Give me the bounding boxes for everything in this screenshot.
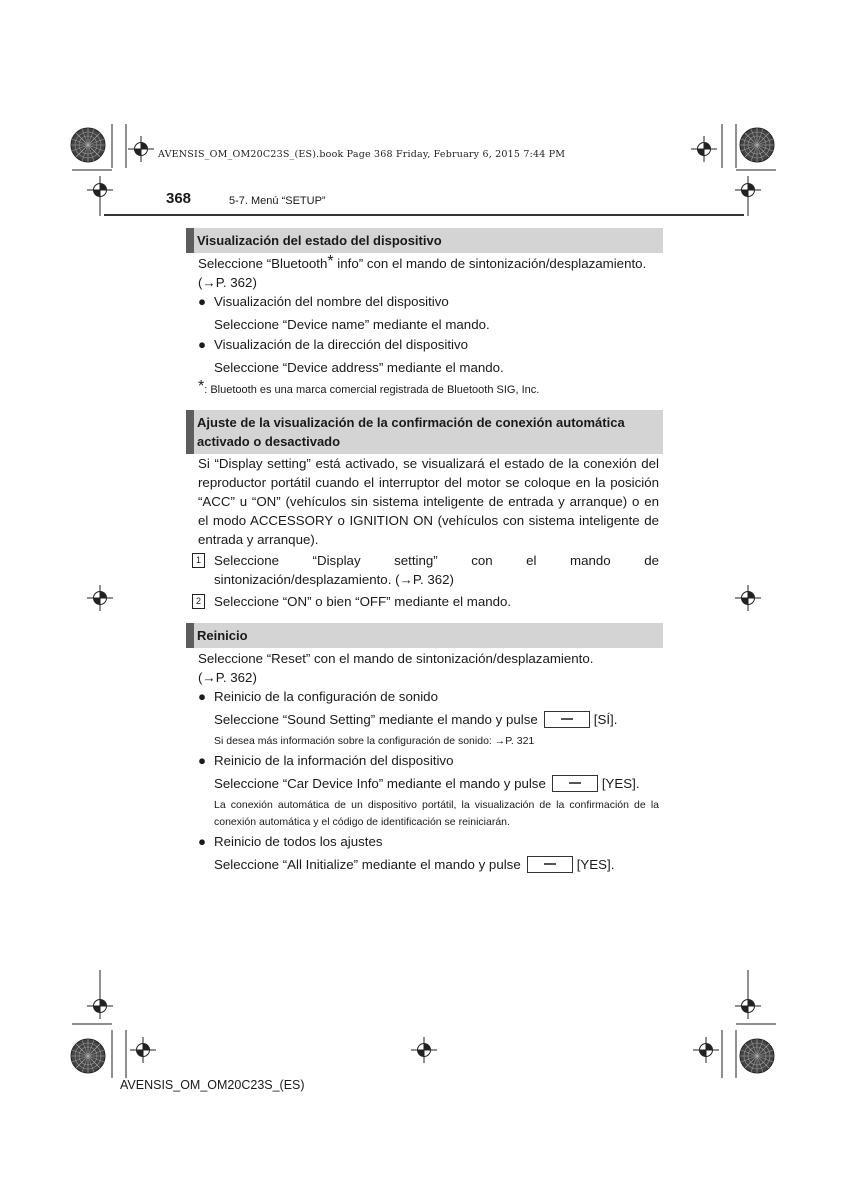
book-info-line: AVENSIS_OM_OM20C23S_(ES).book Page 368 Friday, February 6, 2015 7:44 PM bbox=[158, 149, 566, 160]
section-heading-autoconnect: Ajuste de la visualización de la confirmación de conexión automática activado o desactivado bbox=[186, 410, 663, 454]
instruction-sound-reset bbox=[214, 710, 617, 729]
screen-button-icon bbox=[552, 775, 598, 792]
section-heading-device-status: Visualización del estado del dispositivo bbox=[186, 228, 663, 253]
instruction-text: Seleccione “All Initialize” mediante el mando y pulse bbox=[214, 857, 521, 872]
footnote bbox=[198, 380, 539, 399]
step-1 bbox=[192, 551, 659, 589]
section-heading-reset: Reinicio bbox=[186, 623, 663, 648]
note-device-info-reset: La conexión automática de un dispositivo portátil, la visualización de la confirmación de la conexión automática y el código de identificación se reiniciarán. bbox=[214, 799, 659, 828]
button-label: [YES]. bbox=[576, 857, 615, 872]
bullet-icon: ● bbox=[198, 689, 207, 704]
note-sound-reset: Si desea más información sobre la configuración de sonido: →P. 321 bbox=[214, 735, 535, 747]
reset-intro bbox=[198, 649, 659, 687]
page-reference: (→P. 362) bbox=[198, 670, 257, 685]
footnote-text: : Bluetooth es una marca comercial registrada de Bluetooth SIG, Inc. bbox=[204, 384, 540, 396]
bullet-sound-reset bbox=[198, 687, 438, 706]
screen-button-icon bbox=[527, 856, 573, 873]
button-label: [YES]. bbox=[601, 776, 640, 791]
bullet-label: Visualización del nombre del dispositivo bbox=[214, 294, 449, 309]
bullet-device-address bbox=[198, 335, 468, 354]
instruction-device-name: Seleccione “Device name” mediante el mando. bbox=[214, 317, 490, 332]
footer-code: AVENSIS_OM_OM20C23S_(ES) bbox=[120, 1078, 305, 1092]
step-text: Seleccione “Display setting” con el mando de sintonización/desplazamiento. (→P. 362) bbox=[214, 553, 659, 587]
intro-text-a: Seleccione “Bluetooth bbox=[198, 256, 328, 271]
page-number: 368 bbox=[166, 190, 192, 207]
instruction-device-info-reset bbox=[214, 774, 640, 793]
device-status-intro bbox=[198, 254, 659, 292]
bullet-icon: ● bbox=[198, 337, 207, 352]
bullet-label: Visualización de la dirección del dispositivo bbox=[214, 337, 469, 352]
footnote-star: * bbox=[327, 253, 334, 270]
bullet-icon: ● bbox=[198, 834, 207, 849]
header-rule bbox=[104, 214, 744, 216]
instruction-text: Seleccione “Sound Setting” mediante el mando y pulse bbox=[214, 712, 538, 727]
intro-text: Seleccione “Reset” con el mando de sintonización/desplazamiento. bbox=[198, 651, 594, 666]
bullet-icon: ● bbox=[198, 753, 207, 768]
autoconnect-paragraph: Si “Display setting” está activado, se visualizará el estado de la conexión del reproductor portátil cuando el interruptor del motor se coloque en la posición “ACC” u “ON” (vehículos sin sistema inteligente de entrada y arranque) o en el modo ACCESSORY o IGNITION ON (vehículos con sistema inteligente de entrada y arranque). bbox=[198, 456, 659, 547]
bullet-label: Reinicio de todos los ajustes bbox=[214, 834, 383, 849]
step-2 bbox=[192, 592, 659, 611]
screen-button-icon bbox=[544, 711, 590, 728]
step-number: 2 bbox=[192, 594, 205, 609]
bullet-device-name bbox=[198, 292, 449, 311]
button-label: [SÍ]. bbox=[593, 712, 618, 727]
chapter-title: 5-7. Menú “SETUP” bbox=[229, 195, 326, 207]
bullet-all-reset bbox=[198, 832, 383, 851]
instruction-device-address: Seleccione “Device address” mediante el mando. bbox=[214, 360, 504, 375]
bullet-label: Reinicio de la configuración de sonido bbox=[214, 689, 438, 704]
intro-text-b: info” con el mando de sintonización/desplazamiento. bbox=[333, 256, 647, 271]
page-reference: (→P. 362) bbox=[198, 275, 257, 290]
step-number: 1 bbox=[192, 553, 205, 568]
step-text: Seleccione “ON” o bien “OFF” mediante el mando. bbox=[214, 594, 512, 609]
instruction-all-reset bbox=[214, 855, 614, 874]
bullet-icon: ● bbox=[198, 294, 207, 309]
footnote-star: * bbox=[198, 378, 205, 395]
instruction-text: Seleccione “Car Device Info” mediante el mando y pulse bbox=[214, 776, 546, 791]
bullet-label: Reinicio de la información del dispositivo bbox=[214, 753, 454, 768]
bullet-device-info-reset bbox=[198, 751, 453, 770]
